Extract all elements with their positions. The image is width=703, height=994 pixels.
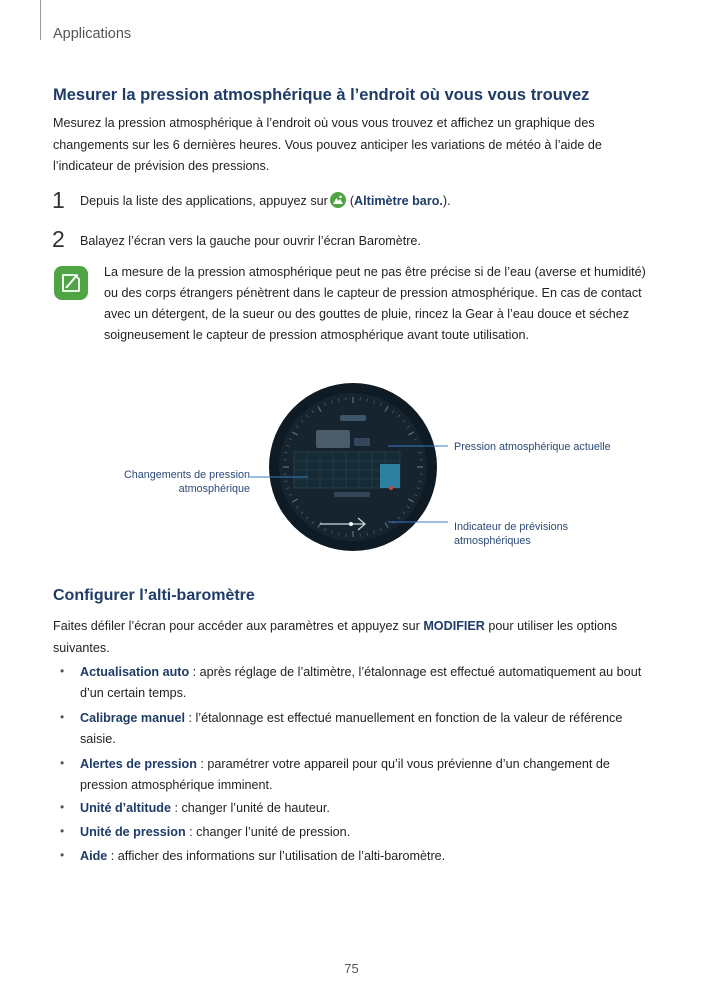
config-item-label: Actualisation auto [80,665,190,679]
header-rule [40,0,41,40]
config-item-label: Unité d’altitude [80,801,171,815]
bullet-dot: • [60,848,65,862]
section-header: Applications [53,26,132,42]
note-text: La mesure de la pression atmosphérique peut ne pas être précise si de l’eau (averse et humidité) ou des corps étrangers pénètrent dans le capteur de pression atmosphérique. En cas de contact avec un détergent, de la sueur ou des gouttes de pluie, rincez la Gear à l’eau douce et séchez soigneusement le capteur de pression atmosphérique avant toute utilisation. [104,265,646,342]
callout-current-pressure: Pression atmosphérique actuelle [454,441,611,453]
page-number: 75 [344,961,359,976]
callout-pressure-changes [60,468,250,496]
watch-red-dot [389,486,393,490]
pressure-graph [294,452,400,488]
config-item-text: : l’étalonnage est effectué manuellement en fonction de la valeur de référence saisie. [80,711,623,746]
config-title: Configurer l’alti-baromètre [53,587,255,604]
config-item-text: : changer l’unité de hauteur. [170,801,330,815]
step-2-text: Balayez l’écran vers la gauche pour ouvrir l’écran Baromètre. [80,234,421,248]
config-item-text: : changer l’unité de pression. [185,825,351,839]
callout-forecast-line1: Indicateur de prévisions [454,521,569,533]
step-1-number: 1 [52,187,65,213]
watch-subtext-block [334,492,370,497]
barometer-watch-illustration [268,382,438,552]
step-2-number: 2 [52,226,65,252]
config-item-altitude-unit [80,798,655,819]
step-1-text: Depuis la liste des applications, appuyez sur (Altimètre baro.). [80,194,451,208]
pressure-unit-block [354,438,370,446]
watch-screen-title [340,415,366,421]
config-item-manual-calibration [80,708,655,750]
config-intro-keyword: MODIFIER [423,619,485,633]
config-item-pressure-alerts [80,754,655,796]
callout-forecast-line2: atmosphériques [454,535,531,547]
config-item-label: Unité de pression [80,825,186,839]
config-item-label: Alertes de pression [80,757,197,771]
config-item-help [80,846,655,867]
config-item-label: Calibrage manuel [80,711,185,725]
config-item-pressure-unit [80,822,655,843]
callout-pressure-changes-line1: Changements de pression [123,469,250,481]
note-icon [54,266,88,300]
callout-pressure-changes-line2: atmosphérique [178,483,250,495]
page-title: Mesurer la pression atmosphérique à l’endroit où vous vous trouvez [53,86,590,104]
altimeter-app-icon [330,192,346,208]
bullet-dot: • [60,710,65,724]
bullet-dot: • [60,800,65,814]
step-1-after: ). [442,194,451,208]
step-1-app-name: Altimètre baro. [354,194,443,208]
config-intro [53,616,653,659]
config-item-text: : paramétrer votre appareil pour qu’il vous prévienne d’un changement de pression atmosphérique imminent. [80,757,610,792]
bullet-dot: • [60,756,65,770]
config-item-label: Aide [80,849,108,863]
config-item-text: : afficher des informations sur l’utilisation de l’alti-baromètre. [107,849,446,863]
current-pressure-bar [380,464,400,488]
forecast-dot [349,522,353,526]
config-intro-before: Faites défiler l’écran pour accéder aux paramètres et appuyez sur [53,619,420,633]
pressure-value-block [316,430,350,448]
bullet-dot: • [60,824,65,838]
intro-paragraph: Mesurez la pression atmosphérique à l’endroit où vous vous trouvez et affichez un graphique des changements sur les 6 dernières heures. Vous pouvez anticiper les variations de météo à l’aide de l’indicateur de prévision des pressions. [53,116,602,173]
config-item-text: : après réglage de l’altimètre, l’étalonnage est effectué automatiquement au bout d’un certain temps. [80,665,642,700]
step-1-before: Depuis la liste des applications, appuyez sur [80,194,328,208]
callout-forecast [454,520,568,548]
config-item-auto-update [80,662,655,704]
config-intro-after: pour utiliser les options suivantes. [53,619,618,655]
bullet-dot: • [60,664,65,678]
